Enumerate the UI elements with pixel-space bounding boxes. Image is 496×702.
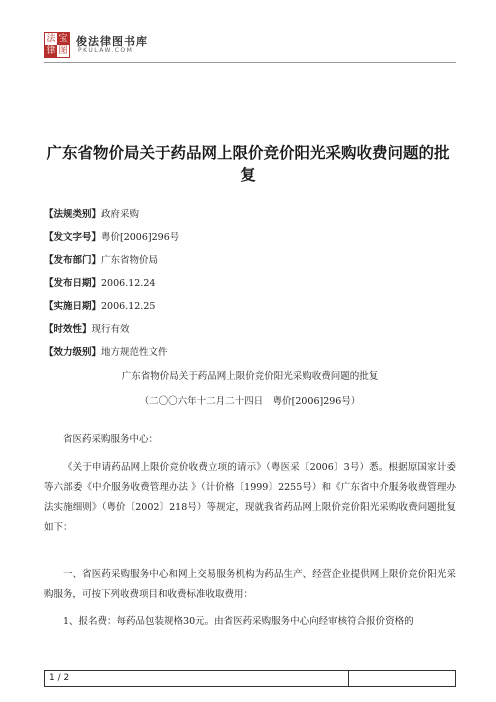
meta-label: 【发布日期】 — [44, 278, 102, 289]
meta-label: 【发文字号】 — [44, 232, 102, 243]
seal-char: 律 — [46, 46, 56, 56]
paragraph-item-1: 一、省医药采购服务中心和网上交易服务机构为药品生产、经营企业提供网上限价竞价阳光采购服务，可按下列收费项目和收费标准收取费用： — [44, 569, 456, 600]
meta-value: 2006.12.24 — [101, 278, 156, 289]
seal-char: 法 — [46, 34, 56, 44]
meta-label: 【发布部门】 — [44, 255, 102, 266]
date-line: （二〇〇六年十二月二十四日 粤价[2006]296号） — [139, 396, 361, 407]
meta-level — [44, 344, 168, 358]
meta-doc-number — [44, 229, 179, 243]
header-divider — [44, 62, 456, 63]
paragraph-item-1-1: 1、报名费：每药品包装规格30元。由省医药采购服务中心向经审核符合报价资格的 — [63, 616, 414, 627]
meta-validity — [44, 321, 130, 335]
meta-effective-date — [44, 298, 155, 312]
meta-label: 【实施日期】 — [44, 301, 102, 312]
meta-label: 【法规类别】 — [44, 209, 102, 220]
meta-value: 政府采购 — [101, 209, 140, 220]
meta-issuer — [44, 252, 158, 266]
logo-url: PKULAW.COM — [78, 47, 134, 54]
body-title: 广东省物价局关于药品网上限价竞价阳光采购收费问题的批复 — [121, 371, 379, 382]
logo-seal — [44, 32, 70, 58]
paragraph-salutation: 省医药采购服务中心： — [63, 434, 159, 445]
paragraph-intro: 《关于申请药品网上限价竞价收费立项的请示》（粤医采〔2006〕3号）悉。根据原国家计委等六部委《中介服务收费管理办法 》（计价格〔1999〕2255号）和《广东省中介服务收费管理办法实施细则》（粤价〔2002〕218号）等规定，现就我省药品网上限价竞价阳光采购收费问题批复如下： — [44, 462, 456, 533]
page-number: 1 / 2 — [49, 673, 70, 683]
document-title: 广东省物价局关于药品网上限价竞价阳光采购收费问题的批复 — [46, 144, 450, 184]
seal-char: 图 — [58, 46, 68, 56]
logo-name: 俊法律图书库 — [76, 35, 148, 48]
pkulaw-logo — [44, 32, 184, 58]
meta-label: 【时效性】 — [44, 324, 92, 335]
meta-value: 粤价[2006]296号 — [101, 232, 180, 243]
meta-label: 【效力级别】 — [44, 347, 102, 358]
meta-value: 2006.12.25 — [101, 301, 156, 312]
page-footer — [44, 670, 456, 687]
meta-value: 地方规范性文件 — [101, 347, 168, 358]
meta-value: 现行有效 — [91, 324, 130, 335]
seal-char: 宝 — [58, 34, 68, 44]
meta-category — [44, 206, 139, 220]
meta-value: 广东省物价局 — [101, 255, 159, 266]
meta-publish-date — [44, 275, 155, 289]
footer-cell — [45, 671, 349, 686]
